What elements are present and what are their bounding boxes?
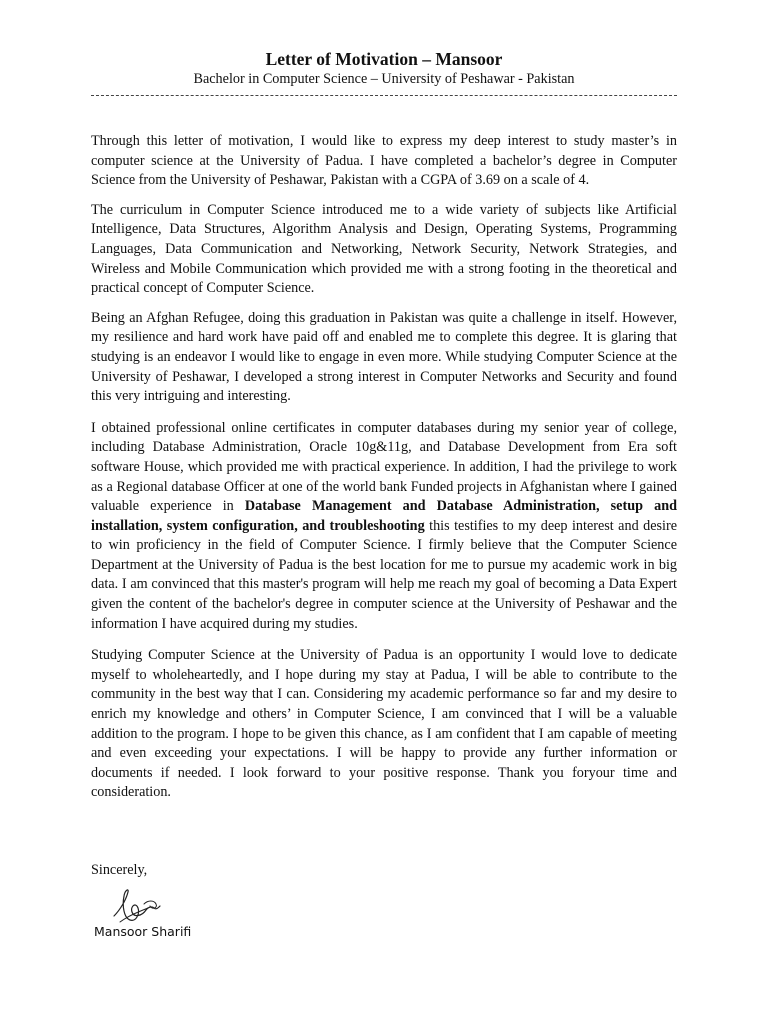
- paragraph-experience: [91, 419, 677, 635]
- header-divider: [91, 95, 677, 96]
- letter-body: [91, 132, 677, 813]
- experience-highlight: Database Management and Database Administration, setup and installation, system configuration, and troubleshooting: [91, 498, 677, 534]
- closing-salutation: Sincerely,: [91, 862, 148, 878]
- paragraph-conclusion: Studying Computer Science at the University of Padua is an opportunity I would love to dedicate myself to wholeheartedly, and I hope during my stay at Padua, I will be able to contribute to the community in the best way that I can. Considering my academic performance so far and my desire to enrich my knowledge and others’ in Computer Science, I am convinced that I will be a valuable addition to the program. I hope to be given this chance, as I am confident that I am capable of meeting and even exceeding your expectations. I will be happy to provide any further information or documents if needed. I look forward to your positive response. Thank you foryour time and consideration.: [91, 647, 677, 801]
- letter-title: Letter of Motivation – Mansoor: [265, 49, 503, 69]
- experience-text-start: I obtained professional online certificates in computer databases during my senior year of college, including Database Administration, Oracle 10g&11g, and Database Development from Era soft software House, which provided me with practical experience. In addition, I had the privilege to work as a Regional database Officer at one of the world bank Funded projects in Afghanistan where I gained valuable experience in: [91, 419, 677, 515]
- handwritten-signature-icon: [108, 886, 170, 928]
- letter-header: [0, 48, 768, 88]
- signer-name: Mansoor Sharifi: [94, 924, 192, 939]
- letter-subtitle: Bachelor in Computer Science – University of Peshawar - Pakistan: [193, 71, 575, 87]
- experience-text-end: this testifies to my deep interest and desire to win proficiency in the field of Computer Science. I firmly believe that the Computer Science Department at the University of Padua is the best location for me to pursue my academic work in big data. I am convinced that this master's program will help me reach my goal of becoming a Data Expert given the content of the bachelor's degree in computer science at the University of Peshawar and the information I have acquired during my studies.: [91, 517, 677, 632]
- paragraph-intro: Through this letter of motivation, I would like to express my deep interest to study master’s in computer science at the University of Padua. I have completed a bachelor’s degree in Computer Science from the University of Peshawar, Pakistan with a CGPA of 3.69 on a scale of 4.: [91, 133, 677, 189]
- paragraph-curriculum: The curriculum in Computer Science introduced me to a wide variety of subjects like Artificial Intelligence, Data Structures, Algorithm Analysis and Design, Operating Systems, Programming Languages, Data Communication and Networking, Network Security, Network Strategies, and Wireless and Mobile Communication which provided me with a strong footing in the theoretical and practical concept of Computer Science.: [91, 201, 677, 297]
- paragraph-background: Being an Afghan Refugee, doing this graduation in Pakistan was quite a challenge in itself. However, my resilience and hard work have paid off and enabled me to complete this degree. It is glaring that studying is an endeavor I would like to engage in even more. While studying Computer Science at the University of Peshawar, I developed a strong interest in Computer Networks and Security and found this very intriguing and interesting.: [91, 309, 677, 405]
